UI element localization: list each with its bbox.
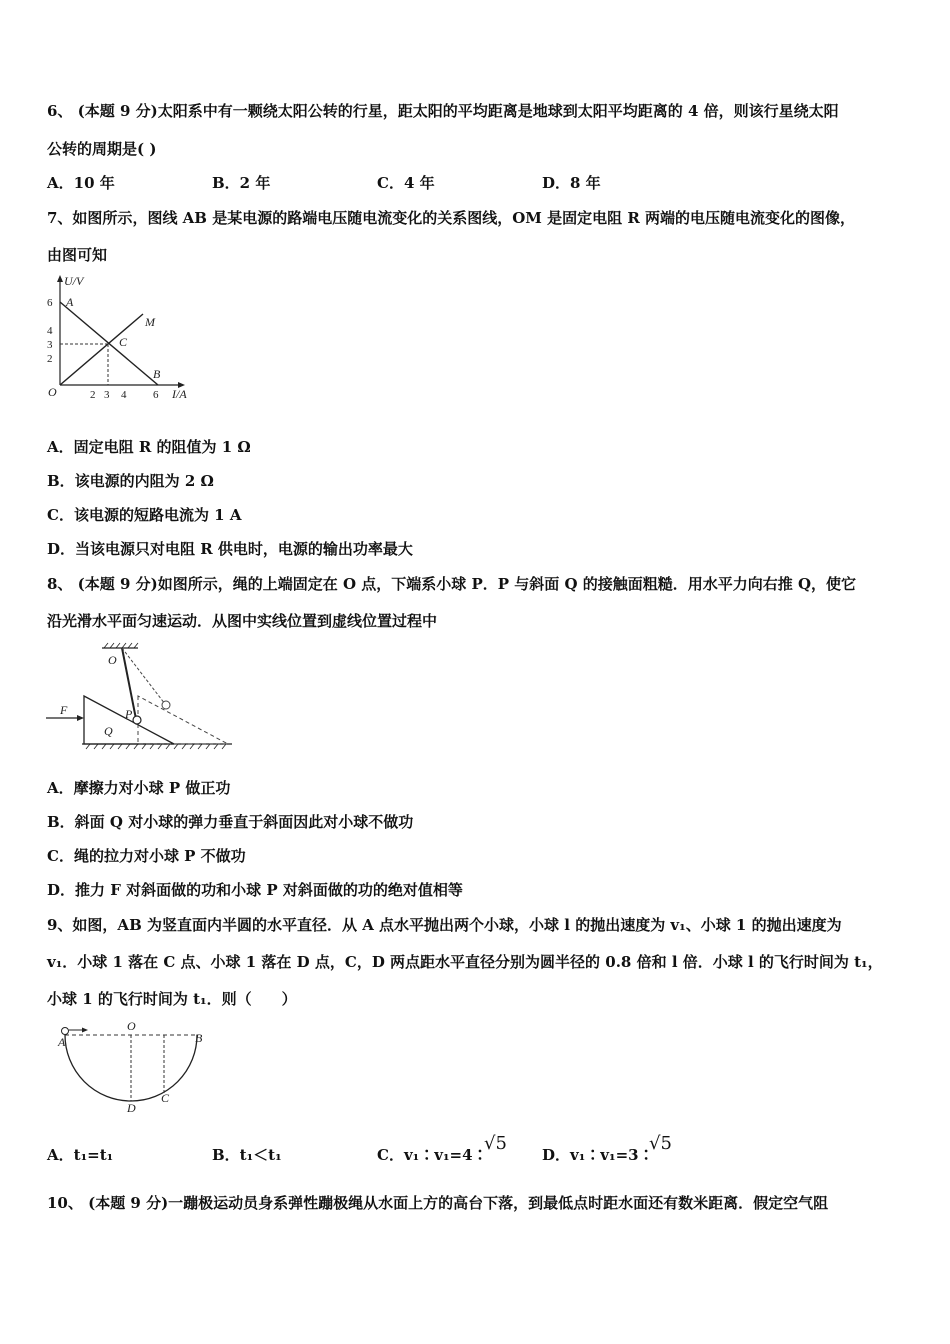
q7-origin-label: O — [48, 385, 57, 399]
q9-ball-a — [62, 1028, 69, 1035]
q8-wedge-dashed — [138, 696, 228, 744]
q9-option-a: A．t₁=t₁ — [47, 1146, 114, 1164]
q9-label-b: B — [195, 1031, 203, 1045]
q8-option-a: A．摩擦力对小球 P 做正功 — [47, 779, 231, 797]
q9-label-a: A — [58, 1035, 66, 1049]
q9-stem-line2: v₁．小球 1 落在 C 点、小球 1 落在 D 点，C，D 两点距水平直径分别为圆半径的 0.8 倍和 l 倍．小球 l 的飞行时间为 t₁， — [47, 953, 883, 971]
q7-option-d: D．当该电源只对电阻 R 供电时，电源的输出功率最大 — [47, 540, 413, 558]
q6-option-c: C．4 年 — [377, 174, 435, 192]
q8-option-c: C．绳的拉力对小球 P 不做功 — [47, 847, 246, 865]
q8-stem-line2: 沿光滑水平面匀速运动．从图中实线位置到虚线位置过程中 — [47, 612, 438, 630]
q9-option-b: B．t₁＜t₁ — [212, 1146, 282, 1164]
q8-force-arrowhead — [77, 715, 84, 721]
q9-velocity-arrowhead — [82, 1028, 88, 1033]
q10-stem-line1: 10、 (本题 9 分)一蹦极运动员身系弹性蹦极绳从水面上方的高台下落，到最低点时距水面还有数米距离．假定空气阻 — [47, 1194, 829, 1212]
q6-stem-line1: 6、 (本题 9 分)太阳系中有一颗绕太阳公转的行星，距太阳的平均距离是地球到太阳平均距离的 4 倍，则该行星绕太阳 — [47, 102, 839, 120]
q9-option-c: C．v₁∶v₁=4∶ — [377, 1146, 488, 1164]
q7-y-axis-arrow — [57, 275, 63, 282]
q7-y-tick-6: 6 — [47, 297, 53, 309]
q8-option-b: B．斜面 Q 对小球的弹力垂直于斜面因此对小球不做功 — [47, 813, 414, 831]
q7-option-a: A．固定电阻 R 的阻值为 1 Ω — [47, 438, 251, 456]
q7-ui-graph — [40, 272, 200, 404]
q7-stem-line1: 7、如图所示，图线 AB 是某电源的路端电压随电流变化的关系图线，OM 是固定电阻 R 两端的电压随电流变化的图像， — [47, 209, 856, 227]
q9-label-d: D — [127, 1101, 136, 1115]
q8-ball-p-dashed — [162, 701, 170, 709]
q7-line-om — [60, 314, 143, 385]
q8-label-p: P — [125, 707, 133, 721]
q6-option-a: A．10 年 — [47, 174, 115, 192]
q9-option-d: D．v₁∶v₁=3∶ — [542, 1146, 654, 1164]
q7-x-label: I/A — [172, 387, 187, 401]
q9-stem-line1: 9、如图，AB 为竖直面内半圆的水平直径．从 A 点水平抛出两个小球，小球 l 的抛出速度为 v₁、小球 1 的抛出速度为 — [47, 916, 842, 934]
q7-x-tick-2: 2 — [90, 389, 96, 401]
q7-y-label: U/V — [64, 274, 84, 288]
q8-stem-line1: 8、 (本题 9 分)如图所示，绳的上端固定在 O 点，下端系小球 P．P 与斜面 Q 的接触面粗糙．用水平力向右推 Q，使它 — [47, 575, 857, 593]
q9-label-c: C — [161, 1091, 170, 1105]
q8-ceiling-hatch — [104, 643, 138, 648]
q6-option-d: D．8 年 — [542, 174, 601, 192]
q7-point-b: B — [153, 367, 161, 381]
q8-option-d: D．推力 F 对斜面做的功和小球 P 对斜面做的功的绝对值相等 — [47, 881, 463, 899]
q8-label-f: F — [60, 703, 68, 717]
q8-ground-hatch — [86, 744, 226, 749]
q8-incline-figure — [40, 640, 240, 752]
q7-point-m: M — [145, 315, 155, 329]
q7-x-tick-6: 6 — [153, 389, 159, 401]
q7-option-b: B．该电源的内阻为 2 Ω — [47, 472, 214, 490]
q9-label-o: O — [127, 1019, 136, 1033]
q9-stem-line3: 小球 1 的飞行时间为 t₁．则（ ） — [47, 990, 297, 1008]
q9-option-d-sqrt: √5 — [649, 1133, 672, 1154]
q8-label-o: O — [108, 653, 117, 667]
q8-ball-p-solid — [133, 716, 141, 724]
q9-semicircle-figure — [42, 1018, 217, 1116]
q6-stem-line2: 公转的周期是( ) — [47, 140, 157, 158]
q7-y-tick-4: 4 — [47, 325, 53, 337]
q7-x-tick-4: 4 — [121, 389, 127, 401]
q7-x-tick-3: 3 — [104, 389, 110, 401]
q8-label-q: Q — [104, 724, 113, 738]
q9-option-c-sqrt: √5 — [484, 1133, 507, 1154]
q7-y-tick-2: 2 — [47, 353, 53, 365]
q7-y-tick-3: 3 — [47, 339, 53, 351]
q7-point-c: C — [119, 335, 128, 349]
q6-option-b: B．2 年 — [212, 174, 271, 192]
q7-stem-line2: 由图可知 — [47, 246, 108, 264]
q7-option-c: C．该电源的短路电流为 1 A — [47, 506, 242, 524]
q7-point-a: A — [66, 295, 74, 309]
